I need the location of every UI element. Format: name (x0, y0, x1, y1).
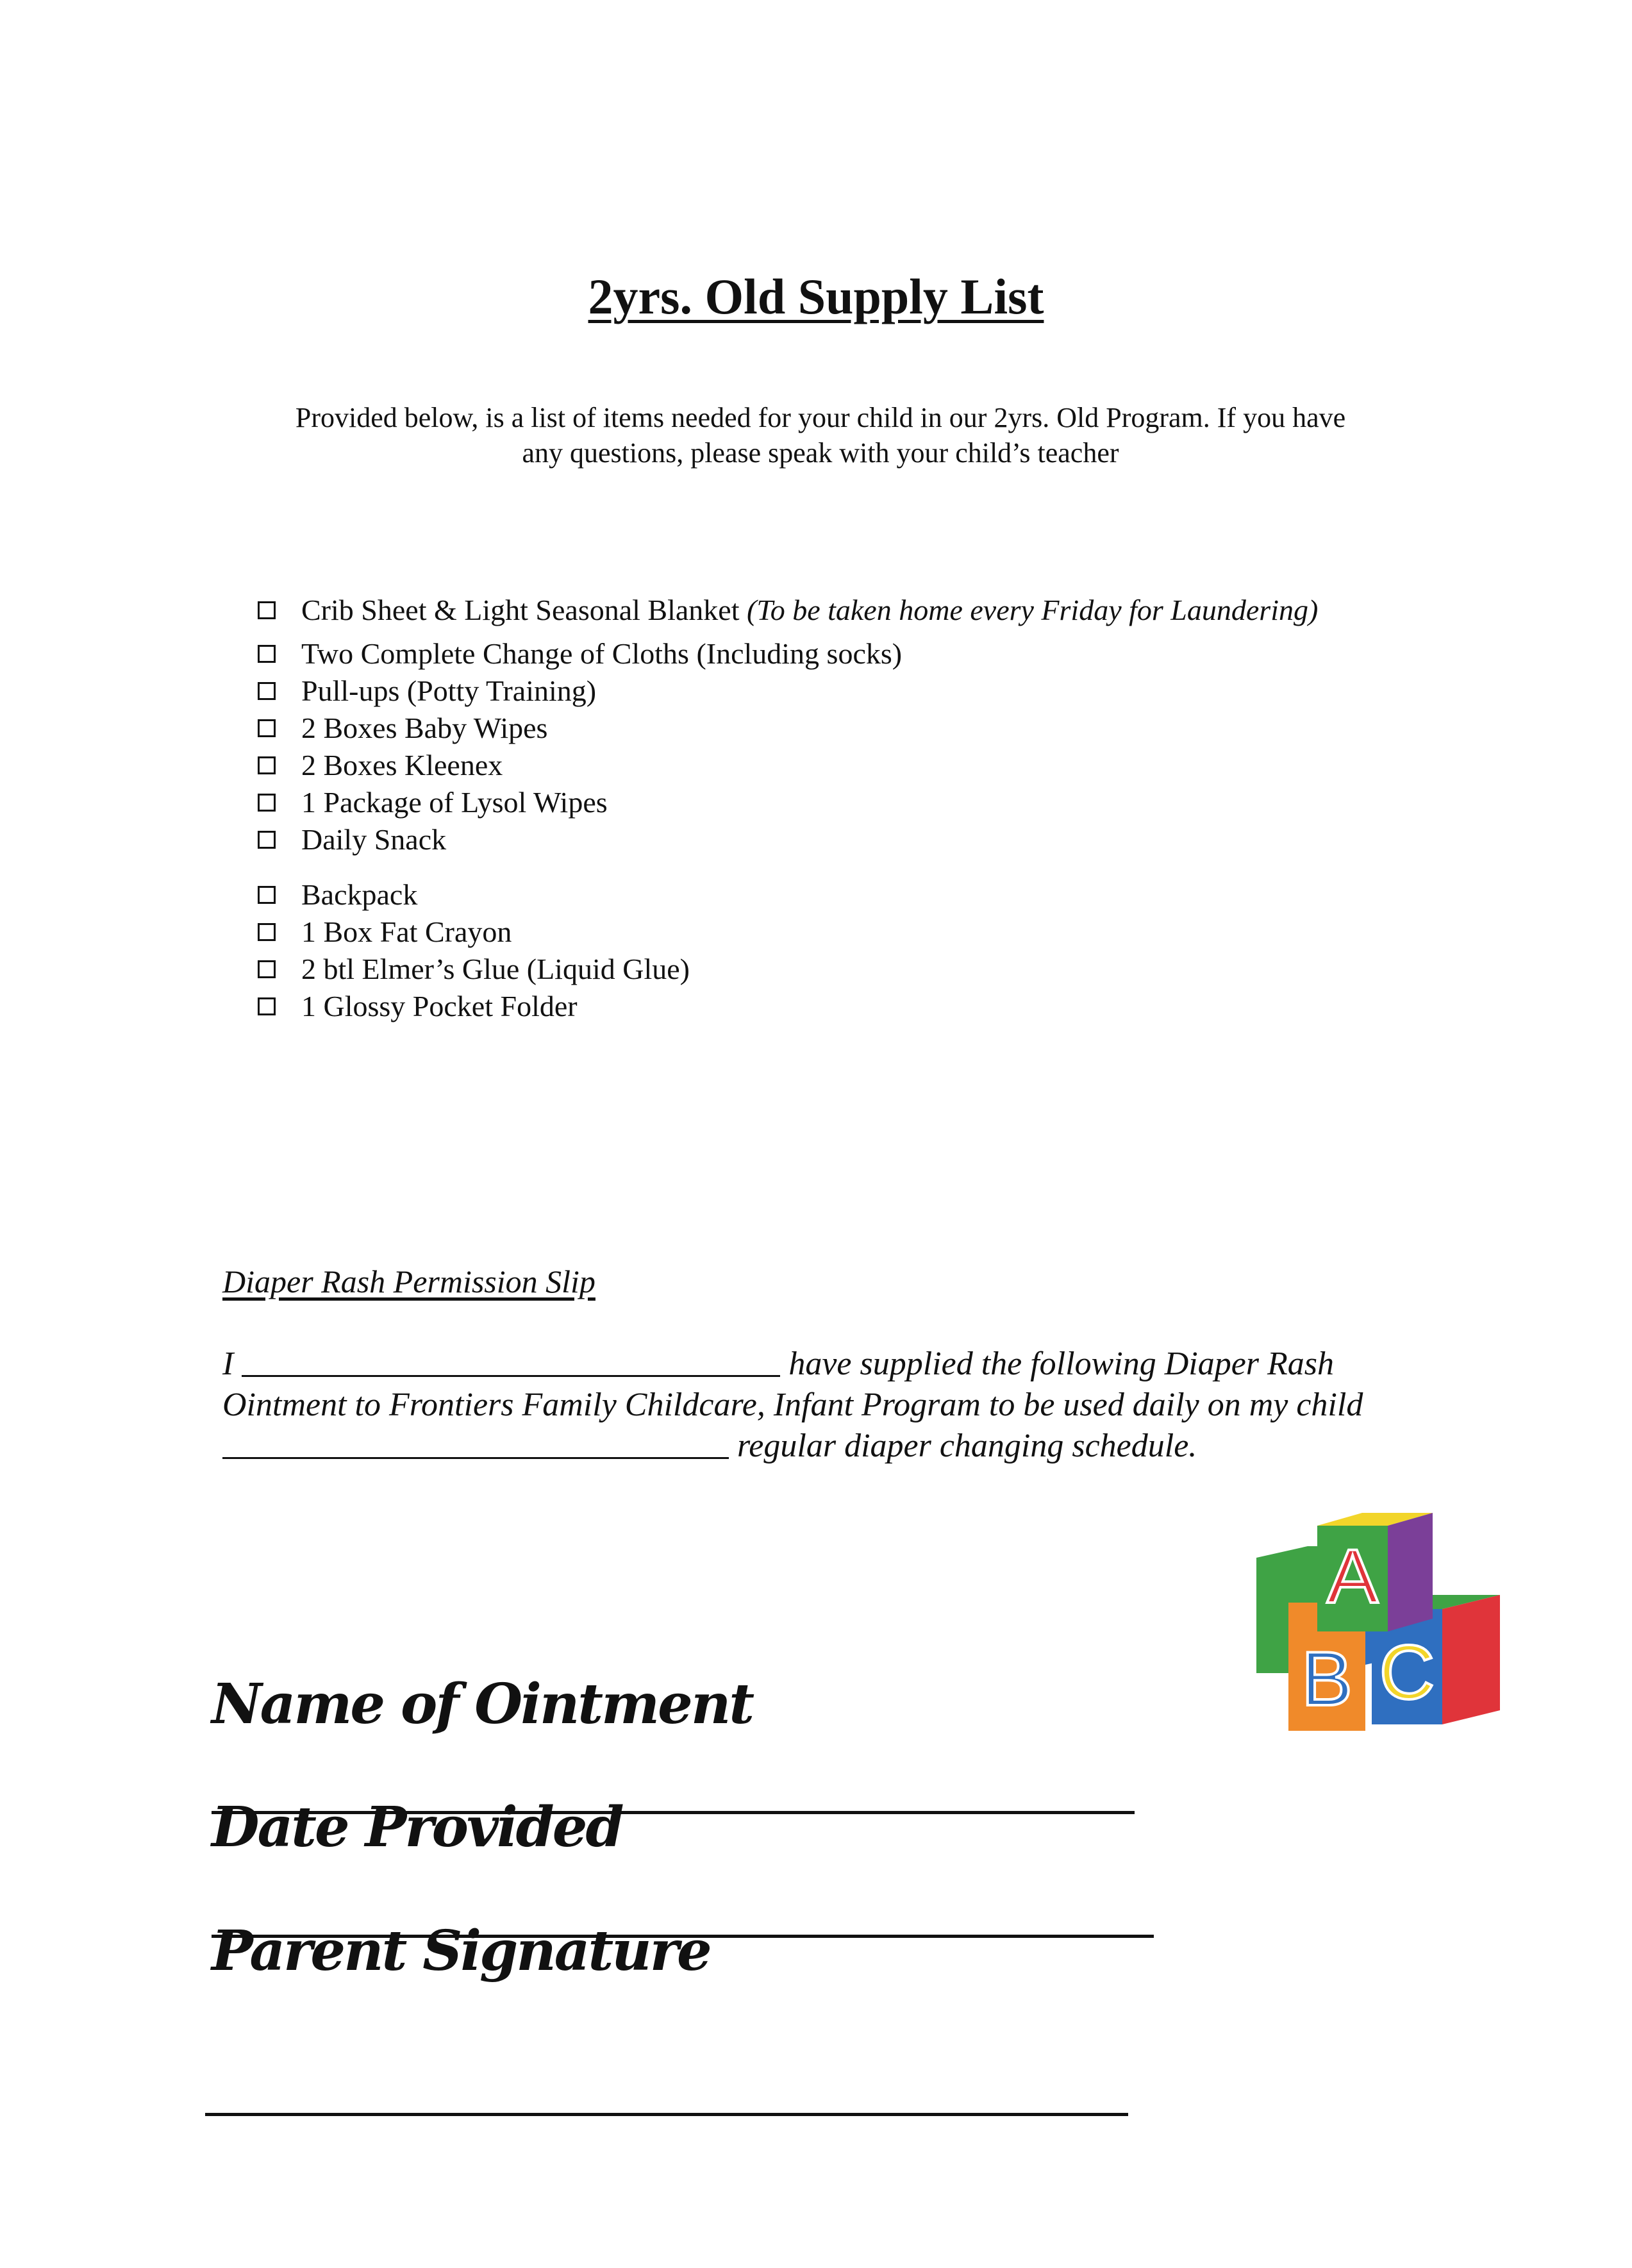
supply-item (258, 710, 547, 746)
supply-item (258, 988, 578, 1024)
supply-item (258, 914, 512, 950)
slip-heading: Diaper Rash Permission Slip (222, 1263, 595, 1299)
supply-label: Crib Sheet & Light Seasonal Blanket (301, 594, 747, 626)
statement-part-1: I (222, 1346, 242, 1382)
intro-text (192, 400, 1449, 471)
supply-note: (To be taken home every Friday for Laundering) (747, 594, 1319, 626)
intro-line-1: Provided below, is a list of items needed for your child in our 2yrs. Old Program. If you have (295, 402, 1346, 433)
statement-part-3: regular diaper changing schedule. (729, 1428, 1197, 1464)
page-title: 2yrs. Old Supply List (588, 269, 1044, 324)
supply-item (258, 785, 608, 821)
supply-item (258, 951, 690, 987)
abc-blocks-icon (1244, 1513, 1500, 1731)
block-letter-c: C (1379, 1630, 1435, 1715)
ointment-label: Name of Ointment (212, 1672, 753, 1737)
parent-name-blank[interactable] (242, 1344, 780, 1377)
supply-label: Two Complete Change of Cloths (Including socks) (301, 637, 903, 670)
checkbox-icon[interactable] (258, 756, 276, 774)
checkbox-icon[interactable] (258, 719, 276, 737)
supply-label: 1 Glossy Pocket Folder (301, 990, 578, 1022)
supply-label: 2 Boxes Baby Wipes (301, 712, 548, 744)
checkbox-icon[interactable] (258, 682, 276, 700)
supply-item (258, 747, 503, 783)
signature-line[interactable] (205, 2113, 1128, 2116)
checkbox-icon[interactable] (258, 923, 276, 941)
supply-label: 2 btl Elmer’s Glue (Liquid Glue) (301, 953, 690, 985)
supply-item (258, 673, 596, 709)
supply-label: 2 Boxes Kleenex (301, 749, 503, 781)
permission-statement (222, 1344, 1428, 1467)
checkbox-icon[interactable] (258, 997, 276, 1015)
supply-item (258, 877, 417, 913)
supply-item (258, 592, 1318, 628)
block-c-side (1442, 1595, 1500, 1724)
child-name-blank[interactable] (222, 1426, 729, 1459)
checkbox-icon[interactable] (258, 794, 276, 812)
supply-label: Backpack (301, 878, 418, 911)
supply-label: 1 Box Fat Crayon (301, 915, 512, 948)
signature-label: Parent Signature (212, 1919, 710, 1983)
block-a-side (1388, 1513, 1433, 1631)
supply-label: 1 Package of Lysol Wipes (301, 786, 608, 819)
checkbox-icon[interactable] (258, 960, 276, 978)
block-letter-b: B (1301, 1636, 1353, 1722)
statement-part-2: have supplied the following Diaper Rash Ointment to Frontiers Family Childcare, Infant Program to be used daily on my child (222, 1346, 1363, 1423)
checkbox-icon[interactable] (258, 886, 276, 904)
date-label: Date Provided (212, 1795, 622, 1860)
supply-label: Daily Snack (301, 823, 447, 856)
supply-label: Pull-ups (Potty Training) (301, 674, 597, 707)
checkbox-icon[interactable] (258, 831, 276, 849)
checkbox-icon[interactable] (258, 601, 276, 619)
supply-item (258, 822, 446, 858)
checkbox-icon[interactable] (258, 645, 276, 663)
supply-item (258, 636, 902, 672)
intro-line-2: any questions, please speak with your child’s teacher (522, 437, 1119, 469)
block-letter-a: A (1326, 1533, 1379, 1619)
